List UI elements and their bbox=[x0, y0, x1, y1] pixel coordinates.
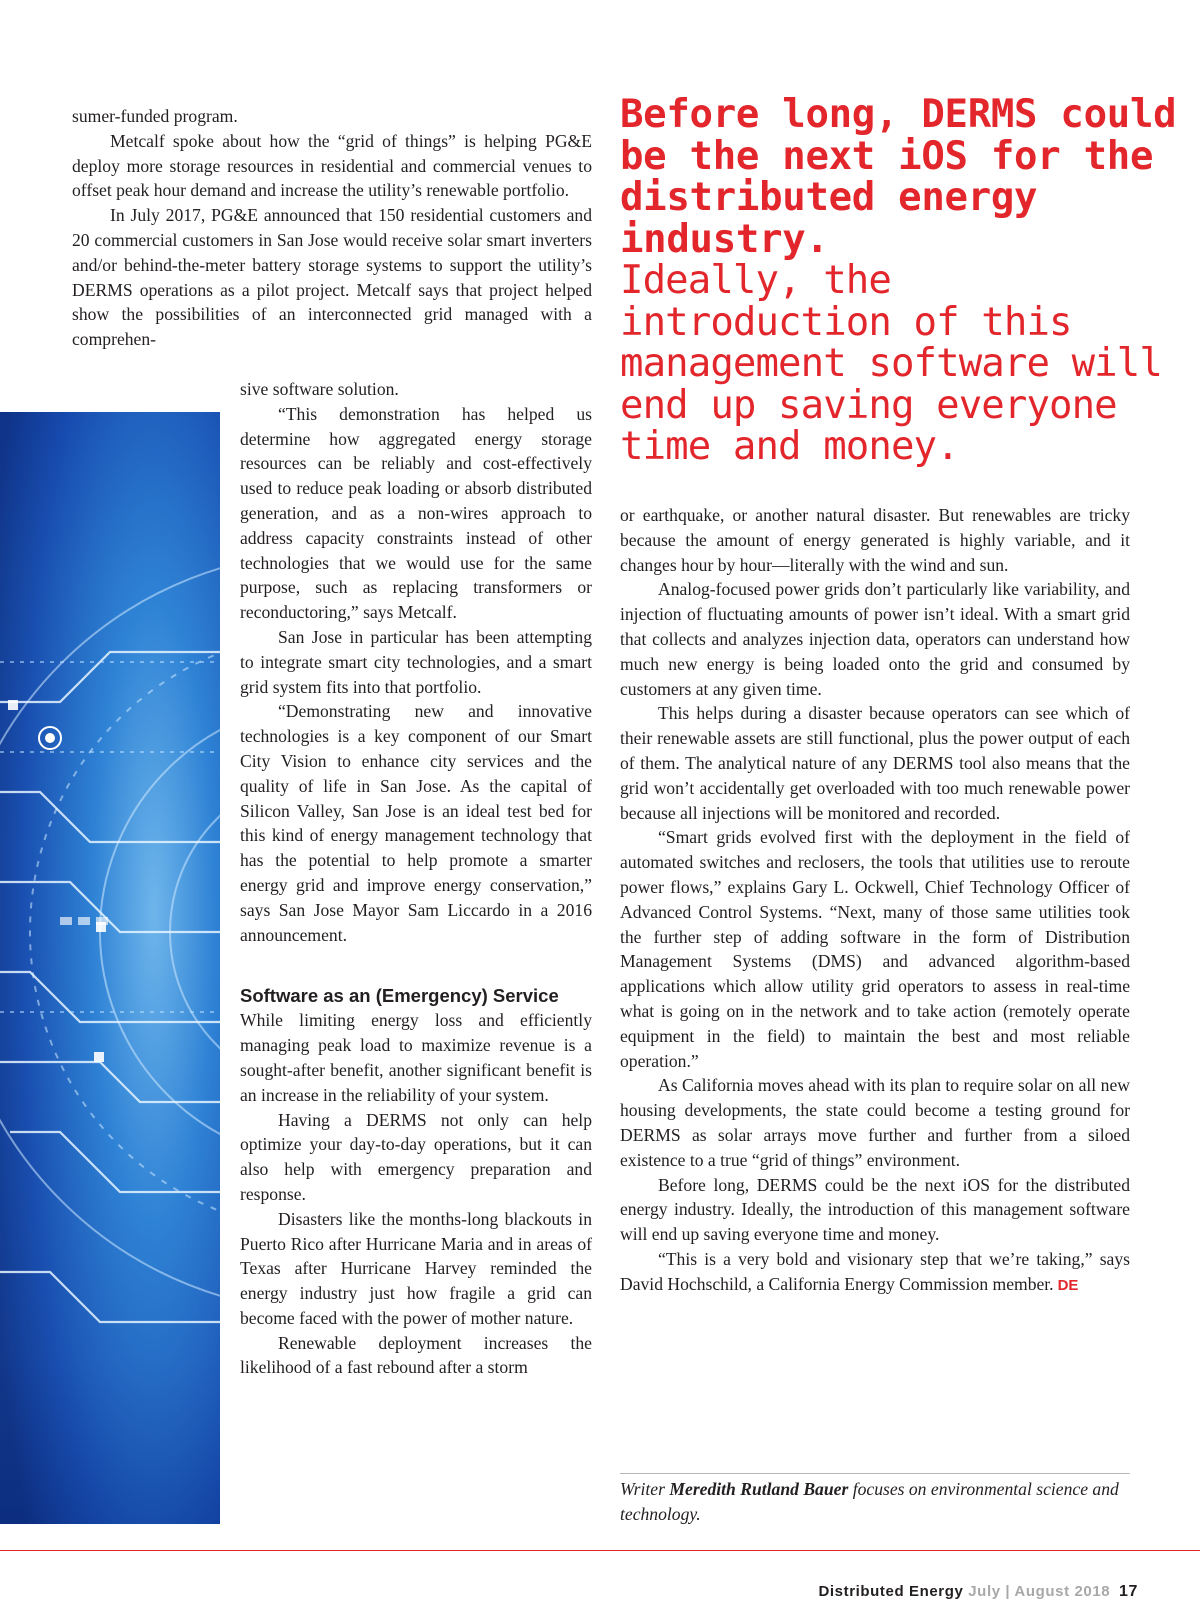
left-column-top bbox=[72, 104, 592, 352]
paragraph: sive software solution. bbox=[240, 379, 399, 399]
section-subhead: Software as an (Emergency) Service bbox=[240, 985, 559, 1007]
right-column bbox=[620, 503, 1130, 1299]
writer-name: Meredith Rutland Bauer bbox=[669, 1479, 849, 1499]
paragraph: “Smart grids evolved first with the deployment in the field of automated switches and reclosers, the tools that utilities use to reroute power flows,” explains Gary L. Ockwell, Chief Technology Officer of Advanced Control Systems. “Next, many of those same utilities took the further step of adding software in the form of Distribution Management Systems (DMS) and advanced algorithm-based applications which allow utility grid operators to assess in real-time what is going on in the network and to take action (remotely operate equipment in the field) to maintain the best and most reliable operation.” bbox=[620, 827, 1130, 1071]
paragraph: Renewable deployment increases the likelihood of a fast rebound after a storm bbox=[240, 1332, 592, 1378]
paragraph: Disasters like the months-long blackouts in Puerto Rico after Hurricane Maria and in areas of Texas after Hurricane Harvey reminded the energy industry just how fragile a grid can become faced with the power of mother nature. bbox=[240, 1208, 592, 1328]
paragraph: or earthquake, or another natural disaster. But renewables are tricky because the amount of energy generated is highly variable, and it changes hour by hour—literally with the wind and sun. bbox=[620, 505, 1130, 575]
writer-suffix: focuses on environmental science and technology. bbox=[620, 1479, 1119, 1524]
paragraph: Analog-focused power grids don’t particularly like variability, and injection of fluctuating amounts of power isn’t ideal. With a smart grid that collects and analyzes injection data, operators can understand how much new energy is being loaded onto the grid and consumed by customers at any given time. bbox=[620, 579, 1130, 699]
writer-note bbox=[620, 1477, 1140, 1527]
footer-issue: July | August 2018 bbox=[968, 1583, 1111, 1600]
paragraph: While limiting energy loss and efficiently managing peak load to maximize revenue is a sought-after benefit, another significant benefit is an increase in the reliability of your system. bbox=[240, 1010, 592, 1105]
final-paragraph bbox=[620, 1247, 1130, 1299]
paragraph: This helps during a disaster because operators can see which of their renewable assets are still functional, plus the power output of each of them. The analytical nature of any DERMS tool also means that the grid won’t accidentally get overloaded with too much renewable power because all injections will be monitored and recorded. bbox=[620, 703, 1130, 823]
paragraph: In July 2017, PG&E announced that 150 residential customers and 20 commercial customers in San Jose would receive solar smart inverters and/or behind-the-meter battery storage systems to support the utility’s DERMS operations as a pilot project. Metcalf says that project helped show the possibilities of an interconnected grid managed with a comprehen- bbox=[72, 205, 592, 350]
pull-quote bbox=[620, 94, 1180, 468]
end-mark: DE bbox=[1057, 1276, 1079, 1294]
final-paragraph-text: “This is a very bold and visionary step that we’re taking,” says David Hochschild, a California Energy Commission member. bbox=[620, 1248, 1130, 1294]
pull-quote-regular: Ideally, the introduction of this management software will end up saving everyone time and money. bbox=[620, 258, 1162, 469]
paragraph: “This demonstration has helped us determine how aggregated energy storage resources can be reliably and cost-effectively used to reduce peak loading or absorb distributed generation, and as a non-wires approach to address capacity constraints instead of other technologies that we would use for the same purpose, such as replacing transformers or reconductoring,” says Metcalf. bbox=[240, 403, 592, 623]
page-footer bbox=[818, 1583, 1138, 1601]
paragraph: “Demonstrating new and innovative technologies is a key component of our Smart City Vision to enhance city services and the quality of life in San Jose. As the capital of Silicon Valley, San Jose is an ideal test bed for this kind of energy management technology that has the potential to help promote a smarter energy grid and improve energy conservation,” says San Jose Mayor Sam Liccardo in a 2016 announcement. bbox=[240, 701, 592, 945]
writer-prefix: Writer bbox=[620, 1479, 670, 1499]
footer-publication: Distributed Energy bbox=[818, 1583, 964, 1600]
left-column-narrow bbox=[240, 377, 592, 1380]
paragraph: San Jose in particular has been attempting to integrate smart city technologies, and a smart grid system fits into that portfolio. bbox=[240, 626, 592, 697]
circuit-artwork bbox=[0, 412, 220, 1524]
writer-divider bbox=[620, 1473, 1130, 1474]
paragraph: Metcalf spoke about how the “grid of things” is helping PG&E deploy more storage resources in residential and commercial venues to offset peak hour demand and increase the utility’s renewable portfolio. bbox=[72, 130, 592, 201]
paragraph: Having a DERMS not only can help optimize your day-to-day operations, but it can also help with emergency preparation and response. bbox=[240, 1109, 592, 1204]
paragraph: As California moves ahead with its plan to require solar on all new housing developments, the state could become a testing ground for DERMS as solar arrays move further and further from a siloed existence to a true “grid of things” environment. bbox=[620, 1075, 1130, 1170]
page-number: 17 bbox=[1119, 1583, 1138, 1600]
paragraph: Before long, DERMS could be the next iOS for the distributed energy industry. Ideally, the introduction of this management software will end up saving everyone time and money. bbox=[620, 1174, 1130, 1245]
pull-quote-bold: Before long, DERMS could be the next iOS for the distributed energy industry. bbox=[620, 92, 1177, 262]
paragraph: sumer-funded program. bbox=[72, 106, 238, 126]
footer-divider bbox=[0, 1550, 1200, 1551]
